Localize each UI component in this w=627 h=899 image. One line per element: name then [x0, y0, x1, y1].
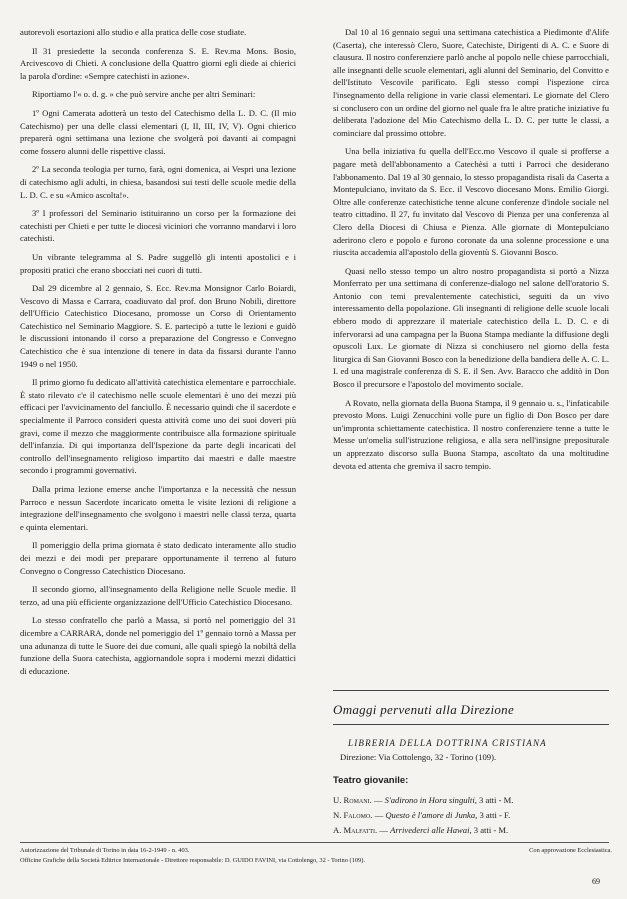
paragraph: 1º Ogni Camerata adotterà un testo del Catechismo della L. D. C. (Il mio Catechismo) per una delle classi elementari (I, II, III, IV, V). Ogni chierico preparerà ogni settimana una lezione che svolgerà poi davanti ai compagni come fossero alunni delle rispettive classi. [20, 107, 296, 156]
paragraph: Lo stesso confratello che parlò a Massa, si portò nel pomeriggio del 31 dicembre a CARRARA, donde nel pomeriggio del 1º gennaio tornò a Massa per una adunanza di tutte le Suore dei due comuni, alle quali spiegò la nobiltà della funzione della Suora catechista, aggiornandole sopra i moderni mezzi didattici di educazione. [20, 615, 296, 676]
play-acts: 3 atti - M. [479, 795, 514, 805]
play-author: U. Romani. [333, 795, 372, 805]
page-number: 69 [592, 877, 600, 886]
play-title: S'adirono in Hora singulti, [384, 795, 477, 805]
paragraph: Riportiamo l'« o. d. g. » che può servire anche per altri Seminari: [32, 89, 256, 100]
library-name: LIBRERIA DELLA DOTTRINA CRISTIANA [348, 738, 547, 748]
play-author: N. Falomo. [333, 810, 373, 820]
paragraph: Il primo giorno fu dedicato all'attività catechistica elementare e parrocchiale. È stato rilevato c'e il catechismo nelle scuole elementari è uno dei mezzi più efficaci per l'avvicinamento del fanciullo. È necessario quindi che il sacerdote e specialmente il Parroco consideri questa attività come uno dei suoi doveri più gravi, come il mezzo che maggiormente contribuisce alla formazione spirituale dell'infanzia. Di qui importanza dell'Ispezione da parte degli incaricati del controllo dell'insegnamento religioso impartito dai maestri e dalle maestre secondo i programmi governativi. [20, 377, 297, 476]
right-column [333, 26, 609, 478]
paragraph: Dal 10 al 16 gennaio seguì una settimana catechistica a Piedimonte d'Alife (Caserta), che interessò Clero, Suore, Catechiste, Dirigenti di A. C. e Suore di clausura. Il nostro conferenziere parlò anche al popolo nelle chiese parrocchiali, alle insegnanti delle scuole elementari, agli alunni del Seminario, del Convitto e dell'Istituto Vescovile parificato. Egli stesso compì l'ispezione circa l'insegnamento della religione in varie classi elementari. Le giornate del Clero si conclusero con un ordine del giorno nel quale fra le altre pratiche iniziative fu deliberata l'adozione del Mio Catechismo della L. D. C. per tutte le classi, a cominciare dal prossimo ottobre. [333, 27, 609, 138]
section-divider [333, 724, 609, 725]
paragraph: autorevoli esortazioni allo studio e alla pratica delle cose studiate. [20, 27, 247, 37]
paragraph: Il secondo giorno, all'insegnamento della Religione nelle Scuole medie. Il terzo, ad una più efficiente organizzazione dell'Ufficio Catechistico Diocesano. [20, 584, 296, 607]
left-column [20, 26, 296, 683]
list-item: N. Falomo. — Questo è l'amore di Junka, 3 atti - F. [333, 810, 511, 820]
library-address: Direzione: Via Cottolengo, 32 - Torino (109). [340, 752, 497, 762]
paragraph: Dal 29 dicembre al 2 gennaio, S. Ecc. Rev.ma Monsignor Carlo Boiardi, Vescovo di Massa e Carrara, coadiuvato dal prof. don Bruno Nobili, direttore dell'Ufficio Catechistico Diocesano, promosse un Corso di Orientamento Catechistico nel Seminario Maggiore. S. E. partecipò a tutte le lezioni e guidò le discussioni intonando il corso a preparazione del Congresso e Convegno Catechistico che è sua intenzione di tenere in data da fissarsi durante l'anno 1949 o nel 1950. [20, 283, 296, 369]
play-acts: 3 atti - M. [473, 825, 509, 835]
paragraph: A Rovato, nella giornata della Buona Stampa, il 9 gennaio u. s., l'infaticabile prevosto Mons. Luigi Zenucchini volle pure un figlio di Don Bosco per dare un'impronta schiettamente catechistica. Il nostro conferenziere tenne a tutte le Messe un'omelia sull'istruzione religiosa, e alla sera nell'insigne prepositurale un apprezzato discorso sulla Buona Stampa, ascoltato da una moltitudine devota ed attenta che gremiva il sacro tempio. [333, 397, 609, 471]
paragraph: 3º I professori del Seminario istituiranno un corso per la formazione dei catechisti per Chieti e per tutte le diocesi viciniori che vorranno mandarvi i loro catechisti. [20, 208, 296, 244]
footer-line [20, 846, 612, 855]
paragraph: 2º La seconda teologia per turno, farà, ogni domenica, ai Vespri una lezione di catechismo agli adulti, in chiesa, basandosi sui testi delle scuole medie della L. D. C. e su «Amico ascolta!». [20, 164, 296, 200]
play-title: Questo è l'amore di Junka, [385, 810, 478, 820]
plays-list [333, 795, 613, 840]
list-item: U. Romani. — S'adirono in Hora singulti, 3 atti - M. [333, 795, 514, 805]
paragraph: Un vibrante telegramma al S. Padre suggellò gli intenti apostolici e i propositi pratici che erano sbocciati nei cuori di tutti. [20, 251, 296, 275]
section-heading: Teatro giovanile: [333, 775, 409, 786]
footer-printer: Officine Grafiche della Società Editrice Internazionale - Direttore responsabile: D. GUIDO FAVINI, via Cottolengo, 32 - Torino (109). [20, 857, 365, 864]
paragraph: Il 31 presiedette la seconda conferenza S. E. Rev.ma Mons. Bosio, Arcivescovo di Chieti. A conclusione della Quattro giorni egli diede ai chierici la parola d'ordine: «Sempre catechisti in azione». [20, 45, 296, 81]
list-item: A. Malfatti. — Arrivederci alle Hawai, 3 atti - M. [333, 825, 509, 835]
play-author: A. Malfatti. [333, 825, 378, 835]
section-divider [333, 690, 609, 691]
footer-approval: Con approvazione Ecclesiastica. [529, 847, 612, 854]
play-acts: 3 atti - F. [479, 810, 511, 820]
footer-authorization: Autorizzazione del Tribunale di Torino in data 16-2-1949 - n. 403. [20, 847, 190, 854]
footer-rule [20, 842, 609, 843]
paragraph: Il pomeriggio della prima giornata è stato dedicato interamente allo studio dei mezzi e dei modi per preparare opportunamente il terreno al futuro Convegno o Congresso Catechistico Diocesano. [20, 540, 296, 576]
paragraph: Quasi nello stesso tempo un altro nostro propagandista si portò a Nizza Monferrato per una settimana di conferenze-dialogo nel salone dell'oratorio S. Antonio con temi prevalentemente catechistici, seguiti da un vivo interessamento della popolazione. Gli insegnanti di religione delle scuole locali ebbero modo di apprezzare il materiale catechistico della L. D. C. e di infervorarsi ad una campagna per la Buona Stampa mediante la diffusione degli opuscoli Lux. Le giornate di Nizza si conchiusero nel giorno della festa liturgica di San Giovanni Bosco con la benedizione della bandiera delle A. C. L. I. ed una magistrale conferenza di S. E. il Sen. Avv. Baracco che additò in Don Bosco il precursore e l'apostolo del movimento sociale. [333, 265, 609, 390]
play-title: Arrivederci alle Hawai, [390, 825, 472, 835]
offers-heading: Omaggi pervenuti alla Direzione [333, 702, 515, 717]
paragraph: Una bella iniziativa fu quella dell'Ecc.mo Vescovo il quale si profferse a pagare metà dell'abbonamento a Catechèsi a tutti i Parroci che desiderano l'abbonamento. Dal 19 al 30 gennaio, lo stesso propagandista risalì da Caserta a Montepulciano, invitato da S. Ecc. il Vescovo diocesano Mons. Emilio Giorgi. Oltre alle conferenze catechistiche tenne alcune conferenze d'indole sociale nel teatro cittadino. Il 27, fu invitato dal Vescovo di Pienza per una conferenza al Clero della Diocesi di Chiusa e Pienza. Alle giornate di Montepulciano aderirono clero e popolo e furono coronate da una solenne processione e una riuscita accademia all'apostolo della gioventù S. Giovanni Bosco. [333, 146, 609, 258]
paragraph: Dalla prima lezione emerse anche l'importanza e la necessità che nessun Parroco e nessun Sacerdote incaricato ometta le visite lezioni di religione a integrazione dell'insegnamento che svolgono i maestri nelle classi terza, quarta e quinta elementari. [20, 484, 296, 532]
